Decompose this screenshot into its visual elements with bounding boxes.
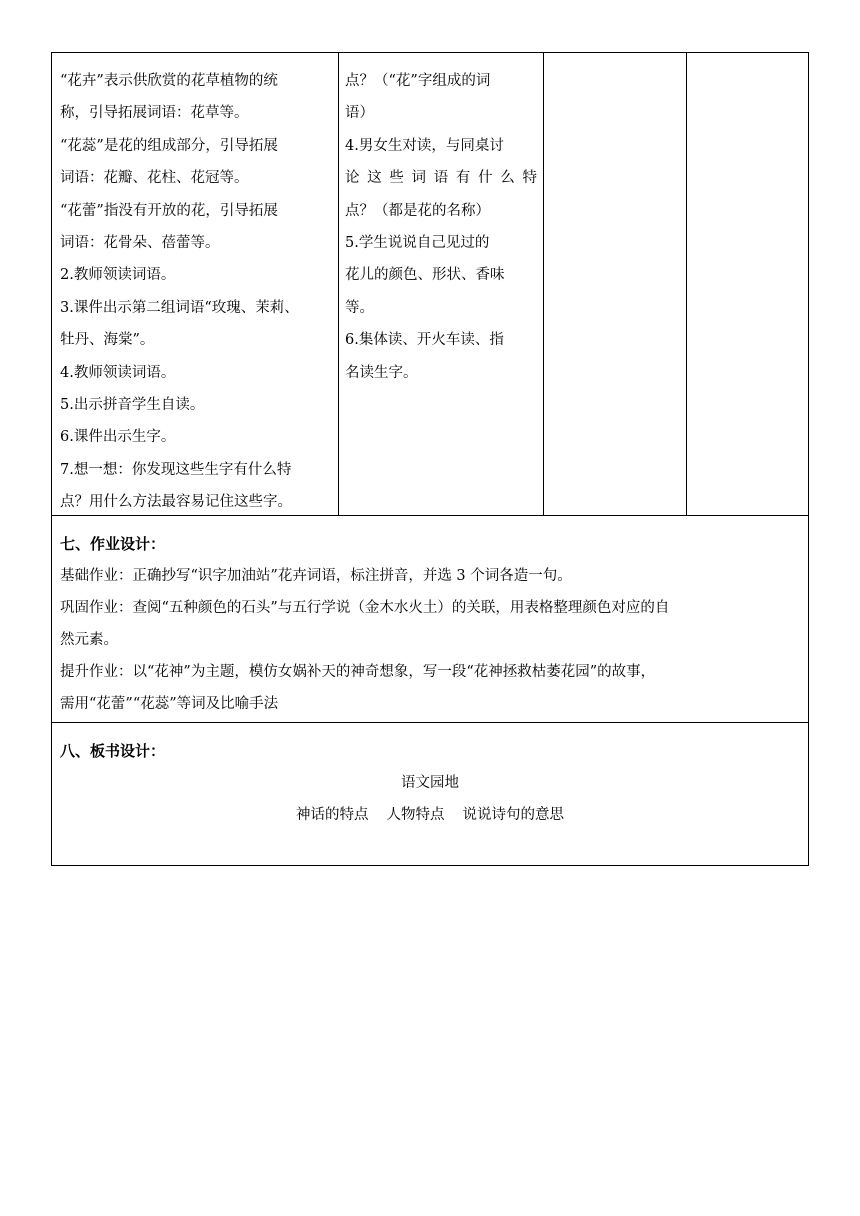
text-line: 4.教师领读词语。 <box>60 364 176 381</box>
homework-design-section <box>60 528 800 720</box>
text-line: 6.集体读、开火车读、指 <box>345 332 504 349</box>
blackboard-design-section <box>60 735 800 831</box>
text-line: 基础作业：正确抄写“识字加油站”花卉词语，标注拼音，并选 3 个词各造一句。 <box>60 568 572 584</box>
text-line: 需用“花蕾”“花蕊”等词及比喻手法 <box>60 696 279 712</box>
text-line: 巩固作业：查阅“五种颜色的石头”与五行学说（金木水火土）的关联，用表格整理颜色对应的自 <box>60 600 670 616</box>
text-line: 点？用什么方法最容易记住这些字。 <box>60 494 292 511</box>
text-line: 论这些词语有什么特 <box>345 170 537 187</box>
text-line: 点？（“花”字组成的词 <box>345 73 491 89</box>
row-divider <box>52 722 808 723</box>
board-item: 神话的特点 <box>296 807 369 823</box>
text-line: 5.学生说说自己见过的 <box>345 235 490 252</box>
text-line: 语） <box>345 105 374 122</box>
text-line: 花儿的颜色、形状、香味 <box>345 267 505 284</box>
board-item: 人物特点 <box>386 807 445 823</box>
section-heading: 八、板书设计： <box>60 742 166 760</box>
text-line: 词语：花瓣、花柱、花冠等。 <box>60 170 249 187</box>
text-line: 名读生字。 <box>345 364 418 381</box>
column-divider <box>543 53 544 515</box>
text-line: 等。 <box>345 299 374 316</box>
column-divider <box>338 53 339 515</box>
column-divider <box>686 53 687 515</box>
text-line: 4.男女生对读，与同桌讨 <box>345 137 504 154</box>
lesson-plan-table <box>51 52 809 866</box>
text-line: 5.出示拼音学生自读。 <box>60 397 205 414</box>
text-line: 词语：花骨朵、蓓蕾等。 <box>60 235 220 252</box>
text-line: “花卉”表示供欣赏的花草植物的统 <box>60 73 278 89</box>
teacher-activity-cell <box>60 65 332 519</box>
text-line: 称，引导拓展词语：花草等。 <box>60 105 249 122</box>
text-line: 7.想一想：你发现这些生字有什么特 <box>60 461 292 478</box>
text-line: 3.课件出示第二组词语“玫瑰、茉莉、 <box>60 299 299 316</box>
board-item: 说说诗句的意思 <box>462 807 564 823</box>
text-line: 点？（都是花的名称） <box>345 202 490 219</box>
text-line: 2.教师领读词语。 <box>60 267 176 284</box>
text-line: 6.课件出示生字。 <box>60 429 176 446</box>
text-line: 然元素。 <box>60 632 118 648</box>
section-heading: 七、作业设计： <box>60 535 166 553</box>
board-items <box>60 799 800 831</box>
board-title: 语文园地 <box>401 775 459 791</box>
text-line: 牡丹、海棠”。 <box>60 332 155 349</box>
text-line: “花蕾”指没有开放的花，引导拓展 <box>60 202 278 219</box>
text-line: 提升作业：以“花神”为主题，模仿女娲补天的神奇想象，写一段“花神拯救枯萎花园”的故事， <box>60 664 656 680</box>
student-activity-cell <box>345 65 537 389</box>
text-line: “花蕊”是花的组成部分，引导拓展 <box>60 137 278 154</box>
